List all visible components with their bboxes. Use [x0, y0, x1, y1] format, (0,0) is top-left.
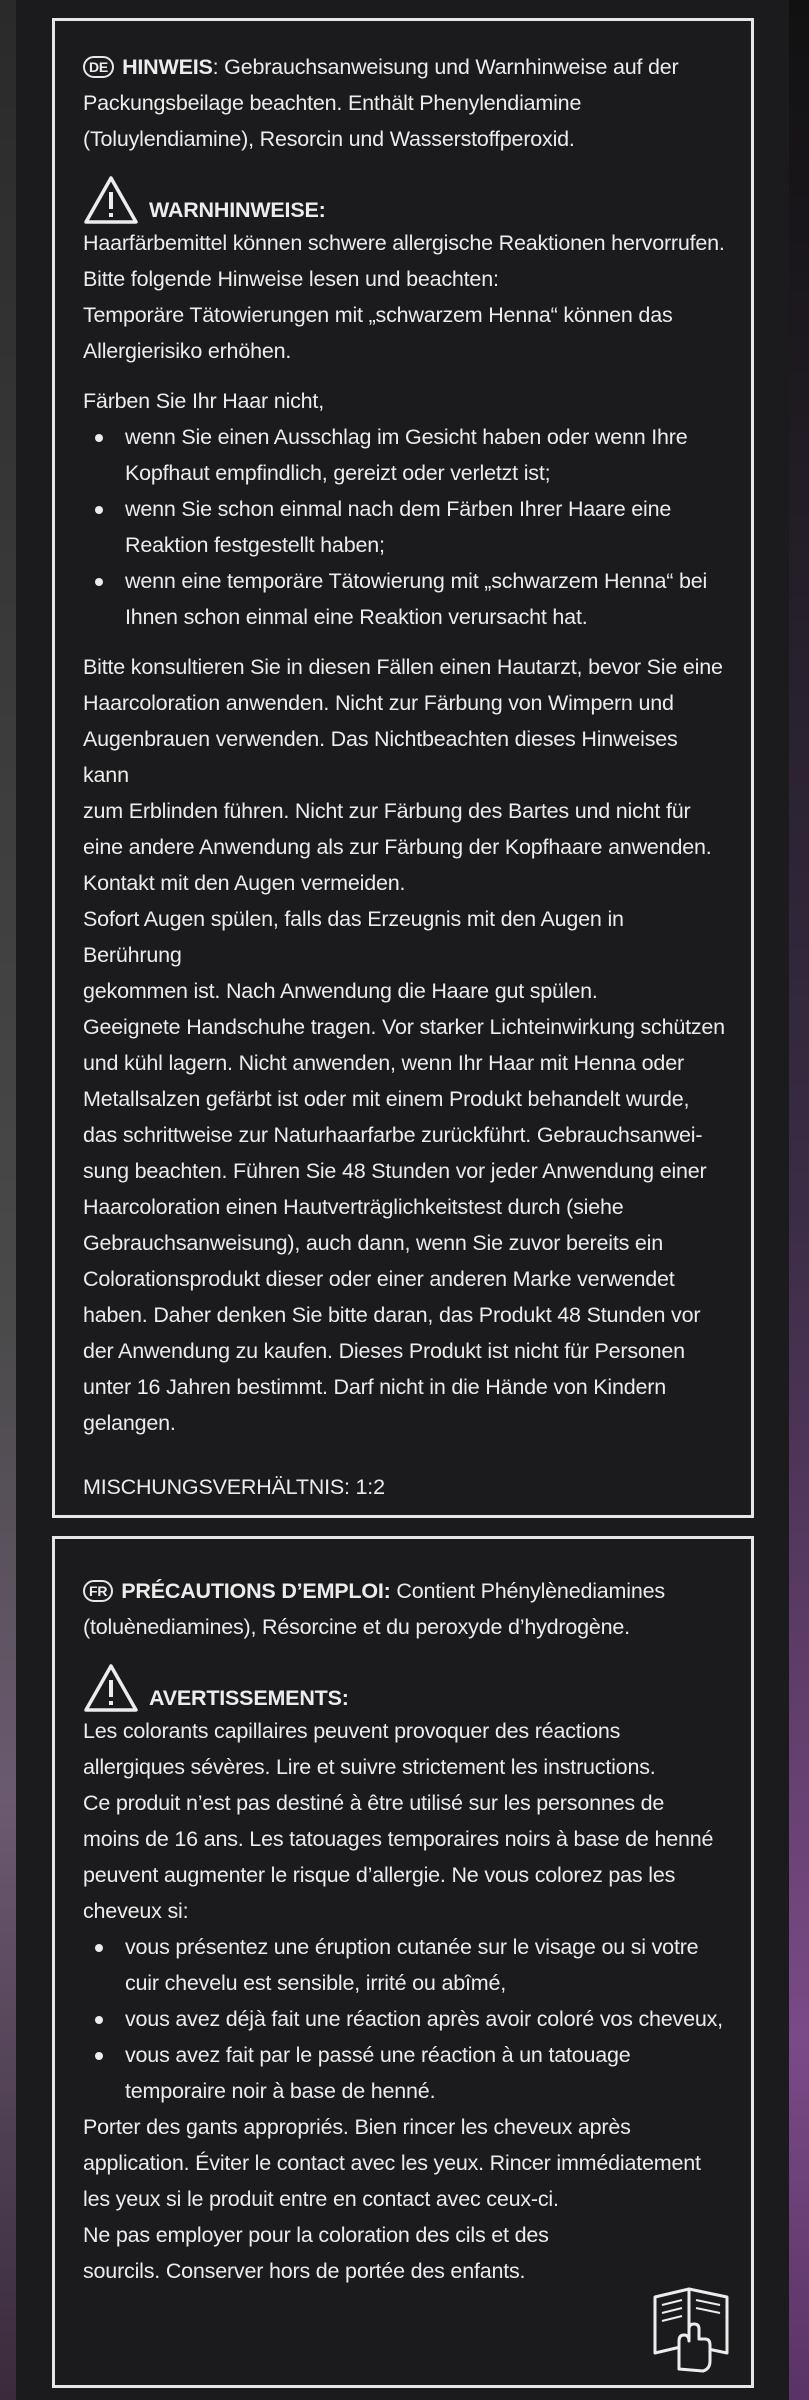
german-warning-panel [52, 18, 754, 1518]
de-intro-line: : Gebrauchsanweisung und Warnhinweise auf der [212, 55, 679, 79]
box-edge-left [0, 0, 16, 2400]
body-line: gelangen. [83, 1411, 176, 1435]
list-item [83, 2001, 725, 2037]
de-body-text [83, 649, 725, 1441]
body-line: application. Éviter le contact avec les yeux. Rincer immédiatement [83, 2151, 701, 2175]
body-line: haben. Daher denken Sie bitte daran, das Produkt 48 Stunden vor [83, 1303, 701, 1327]
de-language-badge: DE [83, 56, 114, 78]
body-line: Sofort Augen spülen, falls das Erzeugnis mit den Augen in Berührung [83, 907, 624, 967]
body-line: zum Erblinden führen. Nicht zur Färbung des Bartes und nicht für [83, 799, 691, 823]
fr-intro-line: Contient Phénylènediamines [390, 1579, 665, 1603]
fr-warning-heading [83, 1663, 725, 1713]
body-line: Bitte konsultieren Sie in diesen Fällen einen Hautarzt, bevor Sie eine [83, 655, 723, 679]
body-line: les yeux si le produit entre en contact avec ceux-ci. [83, 2187, 559, 2211]
bullet-line: Kopfhaut empfindlich, gereizt oder verletzt ist; [125, 461, 551, 485]
body-line: Colorationsprodukt dieser oder einer anderen Marke verwendet [83, 1267, 675, 1291]
de-warning-title: WARNHINWEISE: [149, 198, 326, 222]
fr-warning-line: peuvent augmenter le risque d’allergie. Ne vous colorez pas les [83, 1863, 676, 1887]
de-warning-line: Allergierisiko erhöhen. [83, 339, 292, 363]
body-line: sung beachten. Führen Sie 48 Stunden vor jeder Anwendung einer [83, 1159, 707, 1183]
body-line: Porter des gants appropriés. Bien rincer les cheveux après [83, 2115, 631, 2139]
body-line: sourcils. Conserver hors de portée des enfants. [83, 2259, 526, 2283]
fr-warning-line: allergiques sévères. Lire et suivre strictement les instructions. [83, 1755, 656, 1779]
de-warning-line: Haarfärbemittel können schwere allergische Reaktionen hervorrufen. [83, 231, 725, 255]
body-line: Haarcoloration anwenden. Nicht zur Färbung von Wimpern und [83, 691, 674, 715]
list-item [83, 2037, 725, 2109]
fr-warning-line: Les colorants capillaires peuvent provoquer des réactions [83, 1719, 621, 1743]
de-warning-line: Temporäre Tätowierungen mit „schwarzem Henna“ können das [83, 303, 673, 327]
body-line: unter 16 Jahren bestimmt. Darf nicht in die Hände von Kindern [83, 1375, 666, 1399]
fr-warning-title: AVERTISSEMENTS: [149, 1686, 349, 1710]
de-bullet-list [83, 419, 725, 635]
de-intro [83, 49, 725, 157]
list-item [83, 563, 725, 635]
de-warning-text [83, 225, 725, 369]
de-intro-line: (Toluylendiamine), Resorcin und Wasserstoffperoxid. [83, 127, 575, 151]
de-intro-line: Packungsbeilage beachten. Enthält Phenylendiamine [83, 91, 582, 115]
body-line: Gebrauchsanweisung), auch dann, wenn Sie zuvor bereits ein [83, 1231, 664, 1255]
fr-warning-text [83, 1713, 725, 1929]
body-line: eine andere Anwendung als zur Färbung der Kopfhaare anwenden. [83, 835, 712, 859]
body-line: und kühl lagern. Nicht anwenden, wenn Ihr Haar mit Henna oder [83, 1051, 684, 1075]
body-line: Geeignete Handschuhe tragen. Vor starker Lichteinwirkung schützen [83, 1015, 725, 1039]
body-line: Augenbrauen verwenden. Das Nichtbeachten dieses Hinweises kann [83, 727, 678, 787]
read-leaflet-icon [649, 2283, 733, 2375]
de-warning-line: Bitte folgende Hinweise lesen und beachten: [83, 267, 499, 291]
fr-intro [83, 1573, 725, 1645]
list-item [83, 1929, 725, 2001]
bullet-line: wenn Sie schon einmal nach dem Färben Ihrer Haare eine [125, 497, 672, 521]
fr-warning-line: moins de 16 ans. Les tatouages temporaires noirs à base de henné [83, 1827, 714, 1851]
bullet-line: vous avez fait par le passé une réaction à un tatouage [125, 2043, 631, 2067]
body-line: gekommen ist. Nach Anwendung die Haare gut spülen. [83, 979, 598, 1003]
bullet-line: temporaire noir à base de henné. [125, 2079, 436, 2103]
warning-triangle-icon [83, 175, 139, 225]
list-item [83, 491, 725, 563]
fr-warning-line: Ce produit n’est pas destiné à être utilisé sur les personnes de [83, 1791, 665, 1815]
body-line: Haarcoloration einen Hautverträglichkeitstest durch (siehe [83, 1195, 624, 1219]
bullet-line: Reaktion festgestellt haben; [125, 533, 385, 557]
fr-intro-line: (toluènediamines), Résorcine et du peroxyde d’hydrogène. [83, 1615, 630, 1639]
french-warning-panel [52, 1536, 754, 2388]
bullet-line: vous présentez une éruption cutanée sur le visage ou si votre [125, 1935, 699, 1959]
fr-body-text [83, 2109, 725, 2289]
list-item [83, 419, 725, 491]
warning-triangle-icon [83, 1663, 139, 1713]
fr-bullet-list [83, 1929, 725, 2109]
de-warning-heading [83, 175, 725, 225]
body-line: Ne pas employer pour la coloration des cils et des [83, 2223, 549, 2247]
bullet-line: vous avez déjà fait une réaction après avoir coloré vos cheveux, [125, 2007, 723, 2031]
bullet-line: cuir chevelu est sensible, irrité ou abîmé, [125, 1971, 506, 1995]
fr-warning-line: cheveux si: [83, 1899, 189, 1923]
de-mixing-ratio: MISCHUNGSVERHÄLTNIS: 1:2 [83, 1475, 385, 1499]
body-line: der Anwendung zu kaufen. Dieses Produkt ist nicht für Personen [83, 1339, 685, 1363]
fr-precautions-label: PRÉCAUTIONS D’EMPLOI: [121, 1579, 391, 1603]
box-edge-right [789, 0, 809, 2400]
fr-language-badge: FR [83, 1580, 113, 1602]
body-line: das schrittweise zur Naturhaarfarbe zurückführt. Gebrauchsanwei- [83, 1123, 703, 1147]
de-dont-intro: Färben Sie Ihr Haar nicht, [83, 389, 324, 413]
body-line: Metallsalzen gefärbt ist oder mit einem Produkt behandelt wurde, [83, 1087, 690, 1111]
bullet-line: wenn Sie einen Ausschlag im Gesicht haben oder wenn Ihre [125, 425, 688, 449]
de-hinweis-label: HINWEIS [122, 55, 213, 79]
bullet-line: Ihnen schon einmal eine Reaktion verursacht hat. [125, 605, 588, 629]
bullet-line: wenn eine temporäre Tätowierung mit „schwarzem Henna“ bei [125, 569, 708, 593]
body-line: Kontakt mit den Augen vermeiden. [83, 871, 406, 895]
